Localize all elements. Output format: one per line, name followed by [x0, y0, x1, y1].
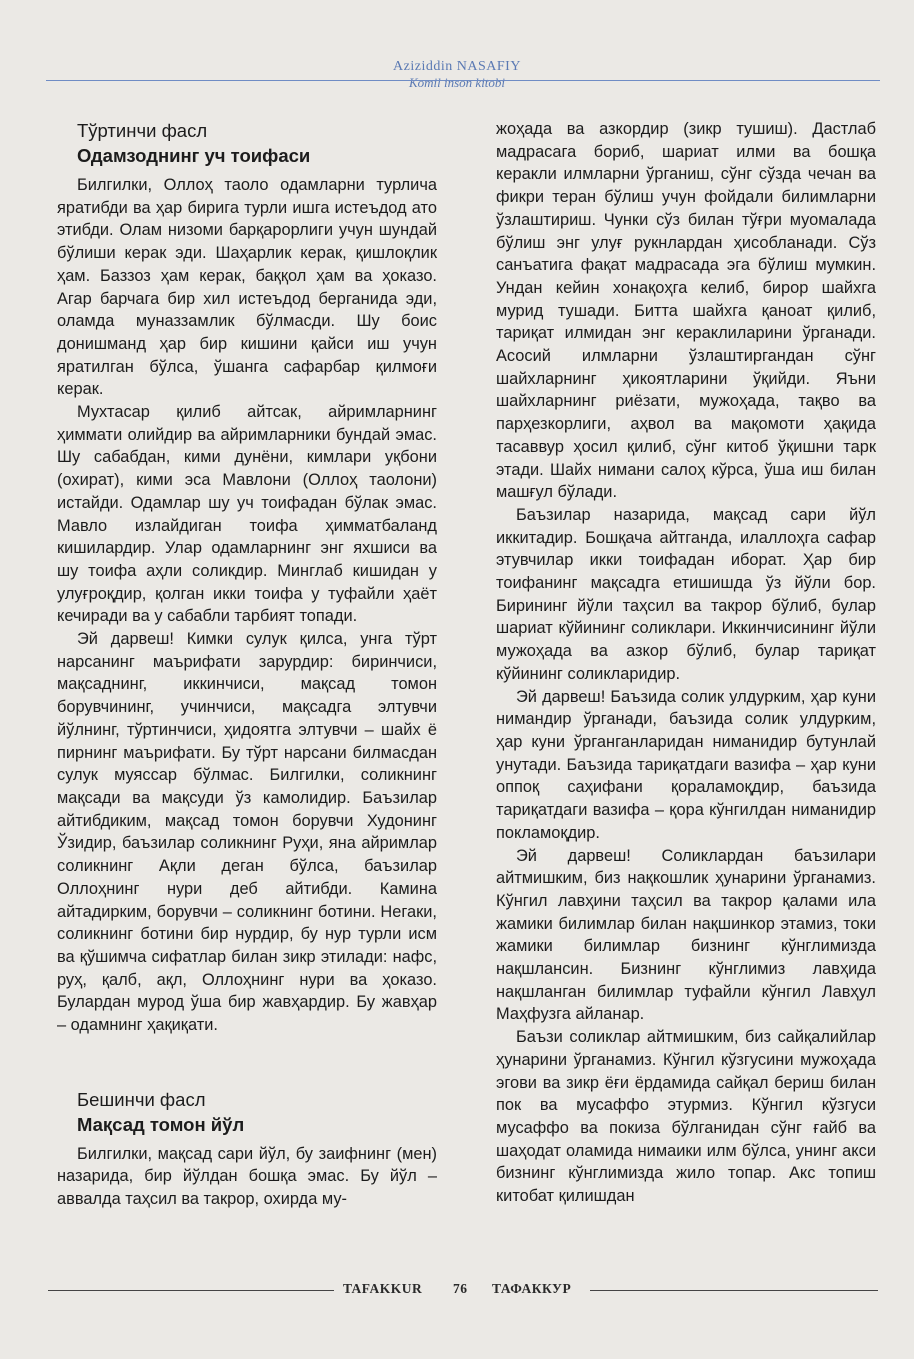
section-spacer: [57, 1037, 437, 1087]
paragraph: Мухтасар қилиб айтсак, айримларнинг ҳиммати олийдир ва айримларники бундай эмас. Шу сабабдан, кими дунёни, кимлари уқбони (охират), кими эса Мавлони (Оллоҳ таолони) истайди. Одамлар шу уч тоифадан бўлак эмас. Мавло излайдиган тоифа ҳимматбаланд кишилардир. Улар одамларнинг энг яхшиси ва шу тоифа аҳли соликдир. Минглаб кишидан у улуғроқдир, қолган икки тоифа у туфайли ҳаёт кечиради ва у сабабли тарбият топади.: [57, 403, 437, 626]
header-author: Aziziddin NASAFIY: [393, 59, 521, 74]
paragraph: Билгилки, Оллоҳ таоло одамларни турлича яратибди ва ҳар бирига турли ишга истеъдод ато этибди. Олам низоми барқарорлиги учун шундай бўлиши керак эди. Шаҳарлик керак, қишлоқлик ҳам. Баззоз ҳам керак, баққол ҳам ва ҳоказо. Агар барчага бир хил истеъдод берганида эди, оламда муназзамлик бўлмасди. Шу боис донишманд ҳар бир кишини қайси иш учун яратилган бўлса, ўшанга сафарбар қилмоғи керак.: [57, 176, 437, 399]
page-header: [0, 58, 914, 91]
paragraph: Эй дарвеш! Кимки сулук қилса, унга тўрт нарсанинг маърифати зарурдир: биринчиси, мақсаднинг, иккинчиси, мақсад томон борувчининг, учинчиси, мақсадга элтувчи йўлнинг, тўртинчиси, ҳидоятга элтувчи – шайх ё пирнинг маърифати. Бу тўрт нарсани билмасдан сулук муяссар бўлмас. Билгилки, соликнинг мақсади ва мақсуди ўз камолидир. Баъзилар айтибдиким, мақсад томон борувчи Худонинг Ўзидир, баъзилар соликнинг Руҳи, яна айримлар соликнинг Ақли деган бўлса, баъзилар Оллоҳнинг нури деб айтибди. Камина айтадирким, борувчи – соликнинг ботини. Негаки, соликнинг ботини бир нурдир, бу нур турли исм ва қўшимча сифатлар билан зикр этилади: нафс, руҳ, қалб, ақл, Оллоҳнинг нури ва ҳоказо. Булардан мурод ўша бир жавҳардир. Бу жавҳар – одамнинг ҳақиқати.: [57, 630, 437, 1035]
left-column: [57, 118, 437, 1211]
paragraph: Эй дарвеш! Соликлардан баъзилари айтмишким, биз нақкошлик ҳунарини ўрганамиз. Кўнгил лавҳини таҳсил ва такрор қалами ила жамики билимлар билан нақшинкор этамиз, токи жамики билимлар бизнинг кўнглимизда нақшлансин. Бизнинг кўнглимиз лавҳида нақшланган билимлар туфайли кўнгил Лавҳул Маҳфузга айланар.: [496, 846, 876, 1024]
footer-journal-latin: TAFAKKUR: [343, 1281, 423, 1296]
paragraph-continued: жоҳада ва азкордир (зикр тушиш). Дастлаб мадрасага бориб, шариат илми ва бошқа керакли илмларни ўрганиш, сўнг сўзда чечан ва фикри теран бўлиш учун фойдали билимларни ўзлаштириш. Чунки сўз билан тўғри муомалада бўлиш энг улуғ рукнлардан ҳисобланади. Сўз санъатига фақат мадрасада эга бўлиш мумкин. Ундан кейин хонақоҳга келиб, бирор шайхга мурид тушади. Битта шайхга қаноат қилиб, тариқат илмидан энг кераклиларини ўрганади. Асосий илмларни ўзлаштиргандан сўнг шайхларнинг ҳикоятларини ўқийди. Яъни шайхларнинг риёзати, мужоҳада, тақво ва парҳезкорлиги, аҳвол ва мақомоти ҳақида тасаввур ҳосил қилиб, сўнг китоб ўқишни тарк этади. Шайх нимани салоҳ кўрса, ўша иш билан машғул бўлади.: [496, 120, 876, 502]
page-number: 76: [453, 1281, 468, 1296]
section-4-title: Одамзоднинг уч тоифаси: [77, 145, 311, 166]
section-4-number: Тўртинчи фасл: [77, 120, 208, 141]
footer-rule-right: [590, 1290, 878, 1291]
paragraph: Баъзи соликлар айтмишким, биз сайқалийлар ҳунарини ўрганамиз. Кўнгил кўзгусини мужоҳада эгови ва зикр ёғи ёрдамида сайқал бериш билан пок ва мусаффо этурмиз. Кўнгил кўзгуси мусаффо ва покиза бўлганидан сўнг ғайб ва шаҳодат оламида нимаики илм бўлса, унинг акси бизнинг кўнглимизда жило топар. Акс топиш китобат қилишдан: [496, 1028, 876, 1206]
page-footer: [0, 1281, 914, 1297]
section-5-title: Мақсад томон йўл: [77, 1113, 245, 1135]
paragraph: Баъзилар назарида, мақсад сари йўл иккитадир. Бошқача айтганда, илаллоҳга сафар этувчилар икки тоифадан иборат. Ҳар бир тоифанинг мақсадга етишишда ўз йўли бор. Бирининг йўли таҳсил ва такрор бўлиб, булар шариат кўйининг соликлари. Иккинчисининг йўли мужоҳада ва азкор бўлиб, булар тариқат кўйининг соликларидир.: [496, 505, 876, 683]
paragraph: Билгилки, мақсад сари йўл, бу заифнинг (мен) назарида, бир йўлдан бошқа эмас. Бу йўл – аввалда таҳсил ва такрор, охирда му-: [57, 1144, 437, 1209]
section-5-number: Бешинчи фасл: [77, 1088, 206, 1110]
footer-rule-left: [48, 1290, 334, 1291]
right-column: [496, 118, 876, 1208]
header-book-title: Komil inson kitobi: [408, 75, 506, 90]
header-divider: [46, 80, 880, 81]
footer-journal-cyrillic: ТАФАККУР: [492, 1281, 572, 1296]
paragraph: Эй дарвеш! Баъзида солик улдурким, ҳар куни нимандир ўрганади, баъзида солик улдурким, ҳар куни ўрганганларидан ниманидир бутунлай унутади. Баъзида тариқатдаги вазифа – ҳар куни оппоқ саҳифани қораламоқдир, баъзида тариқатдаги вазифа – қора кўнгилдан ниманидир покламоқдир.: [496, 687, 876, 842]
